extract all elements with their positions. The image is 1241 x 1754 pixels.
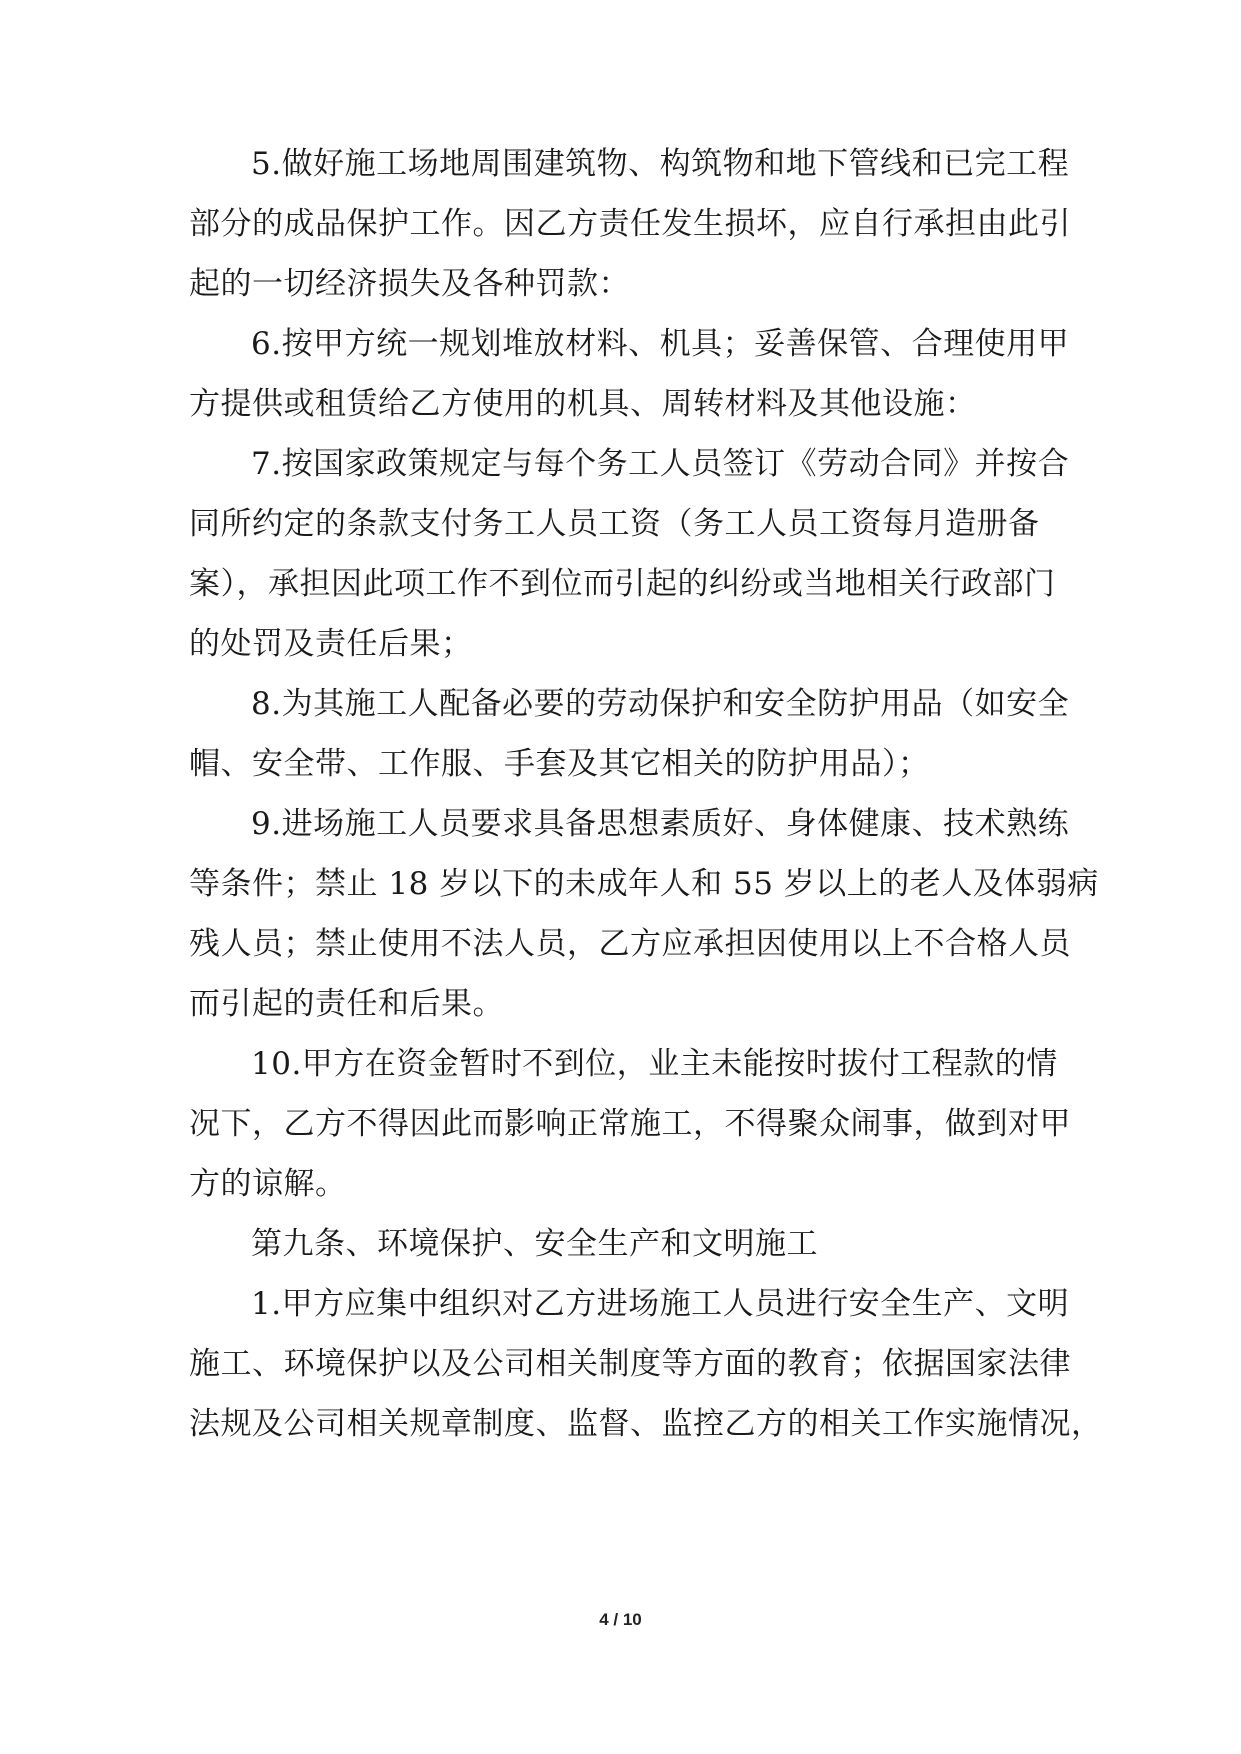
text-line: 6.按甲方统一规划堆放材料、机具；妥善保管、合理使用甲 (251, 326, 1070, 362)
text-line: 方提供或租赁给乙方使用的机具、周转材料及其他设施： (189, 386, 977, 422)
section-heading: 第九条、环境保护、安全生产和文明施工 (251, 1226, 818, 1262)
text-line: 8.为其施工人配备必要的劳动保护和安全防护用品（如安全 (251, 686, 1070, 722)
text-line: 部分的成品保护工作。因乙方责任发生损坏，应自行承担由此引 (189, 206, 1071, 242)
text-line: 而引起的责任和后果。 (189, 986, 504, 1022)
text-line: 帽、安全带、工作服、手套及其它相关的防护用品）； (189, 746, 930, 782)
text-line: 残人员；禁止使用不法人员，乙方应承担因使用以上不合格人员 (189, 926, 1071, 962)
text-line: 同所约定的条款支付务工人员工资（务工人员工资每月造册备 (189, 506, 1040, 542)
text-line: 的处罚及责任后果； (189, 626, 473, 662)
text-line: 方的谅解。 (189, 1166, 347, 1202)
text-line: 1.甲方应集中组织对乙方进场施工人员进行安全生产、文明 (251, 1286, 1070, 1322)
text-line: 10.甲方在资金暂时不到位，业主未能按时拔付工程款的情 (251, 1046, 1058, 1082)
text-line: 施工、环境保护以及公司相关制度等方面的教育；依据国家法律 (189, 1346, 1071, 1382)
text-line: 9.进场施工人员要求具备思想素质好、身体健康、技术熟练 (251, 806, 1070, 842)
text-line: 7.按国家政策规定与每个务工人员签订《劳动合同》并按合 (251, 446, 1070, 482)
text-line: 等条件；禁止 18 岁以下的未成年人和 55 岁以上的老人及体弱病 (189, 866, 1099, 902)
text-line: 案），承担因此项工作不到位而引起的纠纷或当地相关行政部门 (189, 566, 1056, 602)
text-line: 5.做好施工场地周围建筑物、构筑物和地下管线和已完工程 (251, 146, 1070, 182)
page-number: 4 / 10 (599, 1610, 642, 1629)
text-line: 法规及公司相关规章制度、监督、监控乙方的相关工作实施情况， (189, 1406, 1103, 1442)
text-line: 起的一切经济损失及各种罚款： (189, 266, 630, 302)
text-line: 况下，乙方不得因此而影响正常施工，不得聚众闹事，做到对甲 (189, 1106, 1071, 1142)
